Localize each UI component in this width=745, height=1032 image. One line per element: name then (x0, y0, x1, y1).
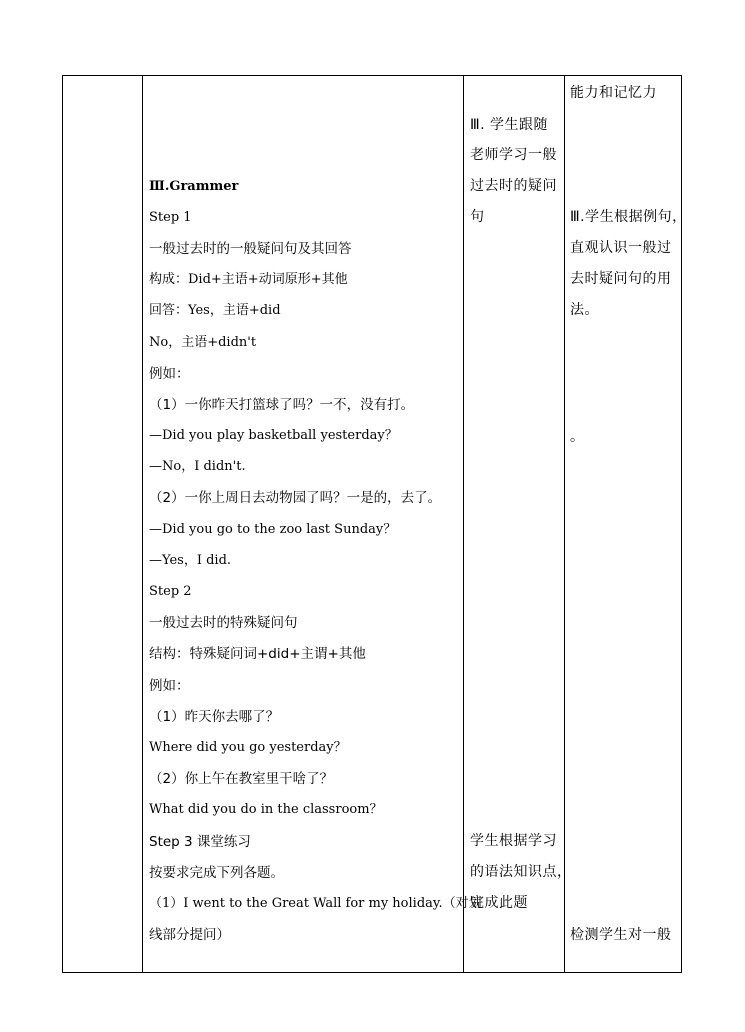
content-line: （2）你上午在教室里干啥了？ (149, 771, 334, 787)
content-line: （1）I went to the Great Wall for my holiday.（对划 (149, 896, 482, 911)
purpose-line: 能力和记忆力 (570, 85, 657, 101)
content-line: —No，I didn't. (149, 459, 246, 474)
content-line: 线部分提问） (149, 927, 230, 943)
purpose-line: Ⅲ.学生根据例句， (570, 209, 687, 225)
student-line: Ⅲ. 学生跟随 (470, 117, 549, 133)
content-line: No，主语+didn't (149, 335, 257, 350)
lesson-table (62, 75, 687, 973)
content-line: —Did you play basketball yesterday？ (149, 428, 398, 443)
content-line: 构成：Did+主语+动词原形+其他 (149, 272, 348, 287)
content-line: 一般过去时的特殊疑问句 (149, 615, 298, 631)
purpose-line: 检测学生对一般 (570, 927, 672, 943)
content-line: 例如： (149, 366, 190, 382)
content-line: 一般过去时的一般疑问句及其回答 (149, 241, 352, 257)
content-line: What did you do in the classroom？ (149, 802, 383, 817)
step-cell (63, 76, 142, 972)
content-line: （1）一你昨天打篮球了吗？一不，没有打。 (149, 397, 415, 413)
purpose-line: 去时疑问句的用 (570, 271, 672, 287)
content-line: Step 2 (149, 584, 192, 599)
purpose-line: 法。 (570, 302, 599, 318)
content-line: Where did you go yesterday？ (149, 740, 347, 755)
student-line: 完成此题 (470, 895, 528, 911)
student-line: 过去时的疑问 (470, 178, 557, 194)
student-line: 句 (470, 209, 485, 225)
content-heading: Ⅲ.Grammer (149, 179, 239, 194)
teaching-content-cell (143, 76, 482, 972)
content-line: （1）昨天你去哪了？ (149, 709, 280, 725)
content-line: Step 1 (149, 210, 192, 225)
content-line: 按要求完成下列各题。 (149, 865, 284, 881)
student-activity-cell (464, 76, 572, 972)
content-line: 例如： (149, 678, 190, 694)
purpose-line: 。 (570, 429, 585, 445)
content-line: 结构：特殊疑问词+did+主谓+其他 (149, 646, 366, 662)
content-line: （2）一你上周日去动物园了吗？一是的，去了。 (149, 490, 442, 506)
student-line: 老师学习一般 (470, 147, 557, 163)
purpose-line: 直观认识一般过 (570, 240, 672, 256)
student-line: 的语法知识点， (470, 864, 572, 880)
content-line: —Did you go to the zoo last Sunday？ (149, 522, 397, 537)
content-line: —Yes，I did. (149, 553, 232, 568)
content-line: 回答：Yes，主语+did (149, 303, 281, 318)
content-line: Step 3 课堂练习 (149, 834, 251, 850)
student-line: 学生根据学习 (470, 833, 557, 849)
design-purpose-cell (565, 76, 687, 972)
